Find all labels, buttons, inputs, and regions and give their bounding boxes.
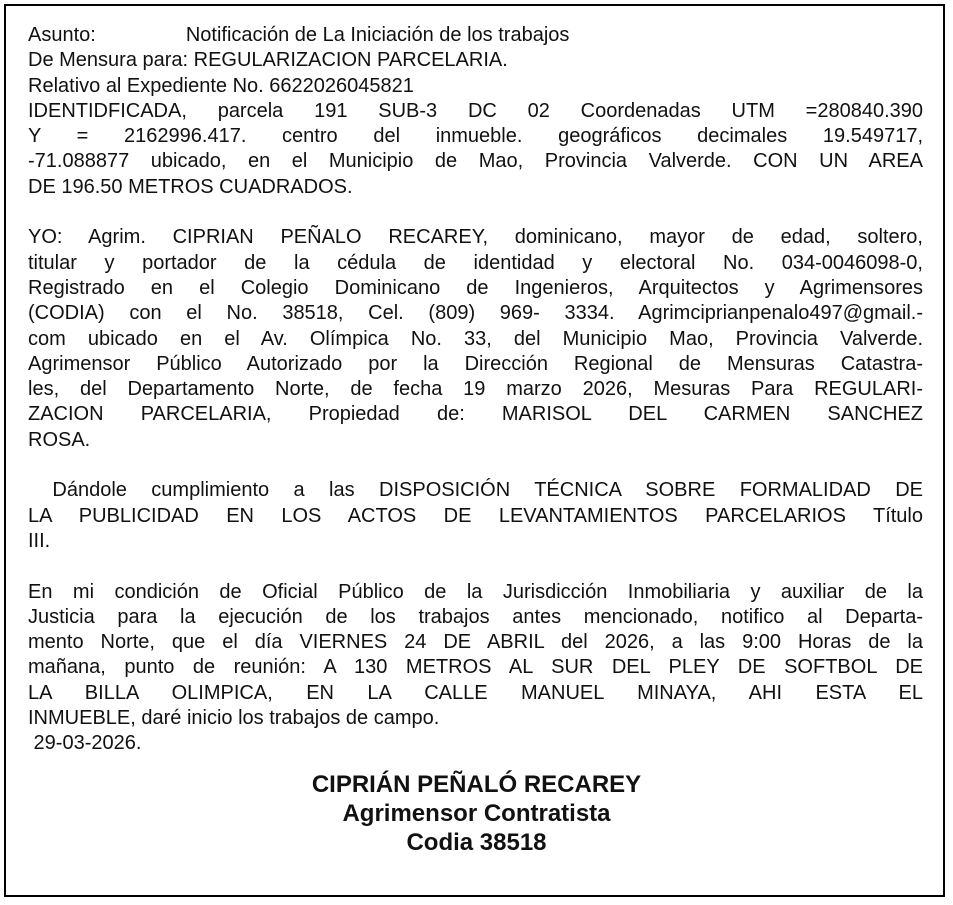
signature-codia: Codia 38518: [406, 829, 547, 856]
text-line: En mi condición de Oficial Público de la Jurisdicción Inmobiliaria y auxiliar de la: [28, 580, 923, 603]
text-line: YO: Agrim. CIPRIAN PEÑALO RECAREY, dominicano, mayor de edad, soltero,: [28, 226, 923, 249]
text-line: Registrado en el Colegio Dominicano de Ingenieros, Arquitectos y Agrimensores: [28, 276, 923, 299]
text-line: Dándole cumplimiento a las DISPOSICIÓN TÉCNICA SOBRE FORMALIDAD DE: [28, 479, 923, 502]
text-line: LA BILLA OLIMPICA, EN LA CALLE MANUEL MINAYA, AHI ESTA EL: [28, 681, 923, 704]
text-line: mañana, punto de reunión: A 130 METROS AL SUR DEL PLEY DE SOFTBOL DE: [28, 656, 923, 679]
text-line: Justicia para la ejecución de los trabajos antes mencionado, notifico al Departa-: [28, 605, 923, 628]
text-line: ZACION PARCELARIA, Propiedad de: MARISOL DEL CARMEN SANCHEZ: [28, 403, 923, 426]
text-line: INMUEBLE, daré inicio los trabajos de campo.: [28, 707, 440, 730]
text-line: -71.088877 ubicado, en el Municipio de Mao, Provincia Valverde. CON UN AREA: [28, 150, 923, 173]
notice-date: 29-03-2026.: [28, 732, 142, 755]
text-line: Agrimensor Público Autorizado por la Dirección Regional de Mensuras Catastra-: [28, 352, 923, 375]
text-line: ROSA.: [28, 428, 91, 451]
text-line: Relativo al Expediente No. 6622026045821: [28, 74, 414, 97]
text-line: LA PUBLICIDAD EN LOS ACTOS DE LEVANTAMIENTOS PARCELARIOS Título: [28, 504, 923, 527]
subject-text: Notificación de La Iniciación de los trabajos: [185, 24, 570, 46]
text-line: titular y portador de la cédula de identidad y electoral No. 034-0046098-0,: [28, 251, 923, 274]
notice-body: [28, 23, 923, 757]
text-line: IDENTIDFICADA, parcela 191 SUB-3 DC 02 Coordenadas UTM =280840.390: [28, 99, 923, 122]
text-line: Y = 2162996.417. centro del inmueble. geográficos decimales 19.549717,: [28, 125, 923, 148]
text-line: DE 196.50 METROS CUADRADOS.: [28, 175, 353, 198]
text-line: III.: [28, 529, 51, 552]
text-line: les, del Departamento Norte, de fecha 19 marzo 2026, Mesuras Para REGULARI-: [28, 378, 923, 401]
subject-line: [28, 23, 923, 48]
text-line: mento Norte, que el día VIERNES 24 DE ABRIL del 2026, a las 9:00 Horas de la: [28, 631, 923, 654]
text-line: com ubicado en el Av. Olímpica No. 33, del Municipio Mao, Provincia Valverde.: [28, 327, 923, 350]
subject-label: Asunto:: [28, 24, 96, 46]
signature-name: CIPRIÁN PEÑALÓ RECAREY: [311, 771, 642, 798]
signature-title: Agrimensor Contratista: [342, 800, 611, 827]
text-line: (CODIA) con el No. 38518, Cel. (809) 969- 3334. Agrimciprianpenalo497@gmail.-: [28, 302, 923, 325]
notice-frame: [4, 4, 945, 897]
text-line: De Mensura para: REGULARIZACION PARCELARIA.: [28, 49, 508, 72]
